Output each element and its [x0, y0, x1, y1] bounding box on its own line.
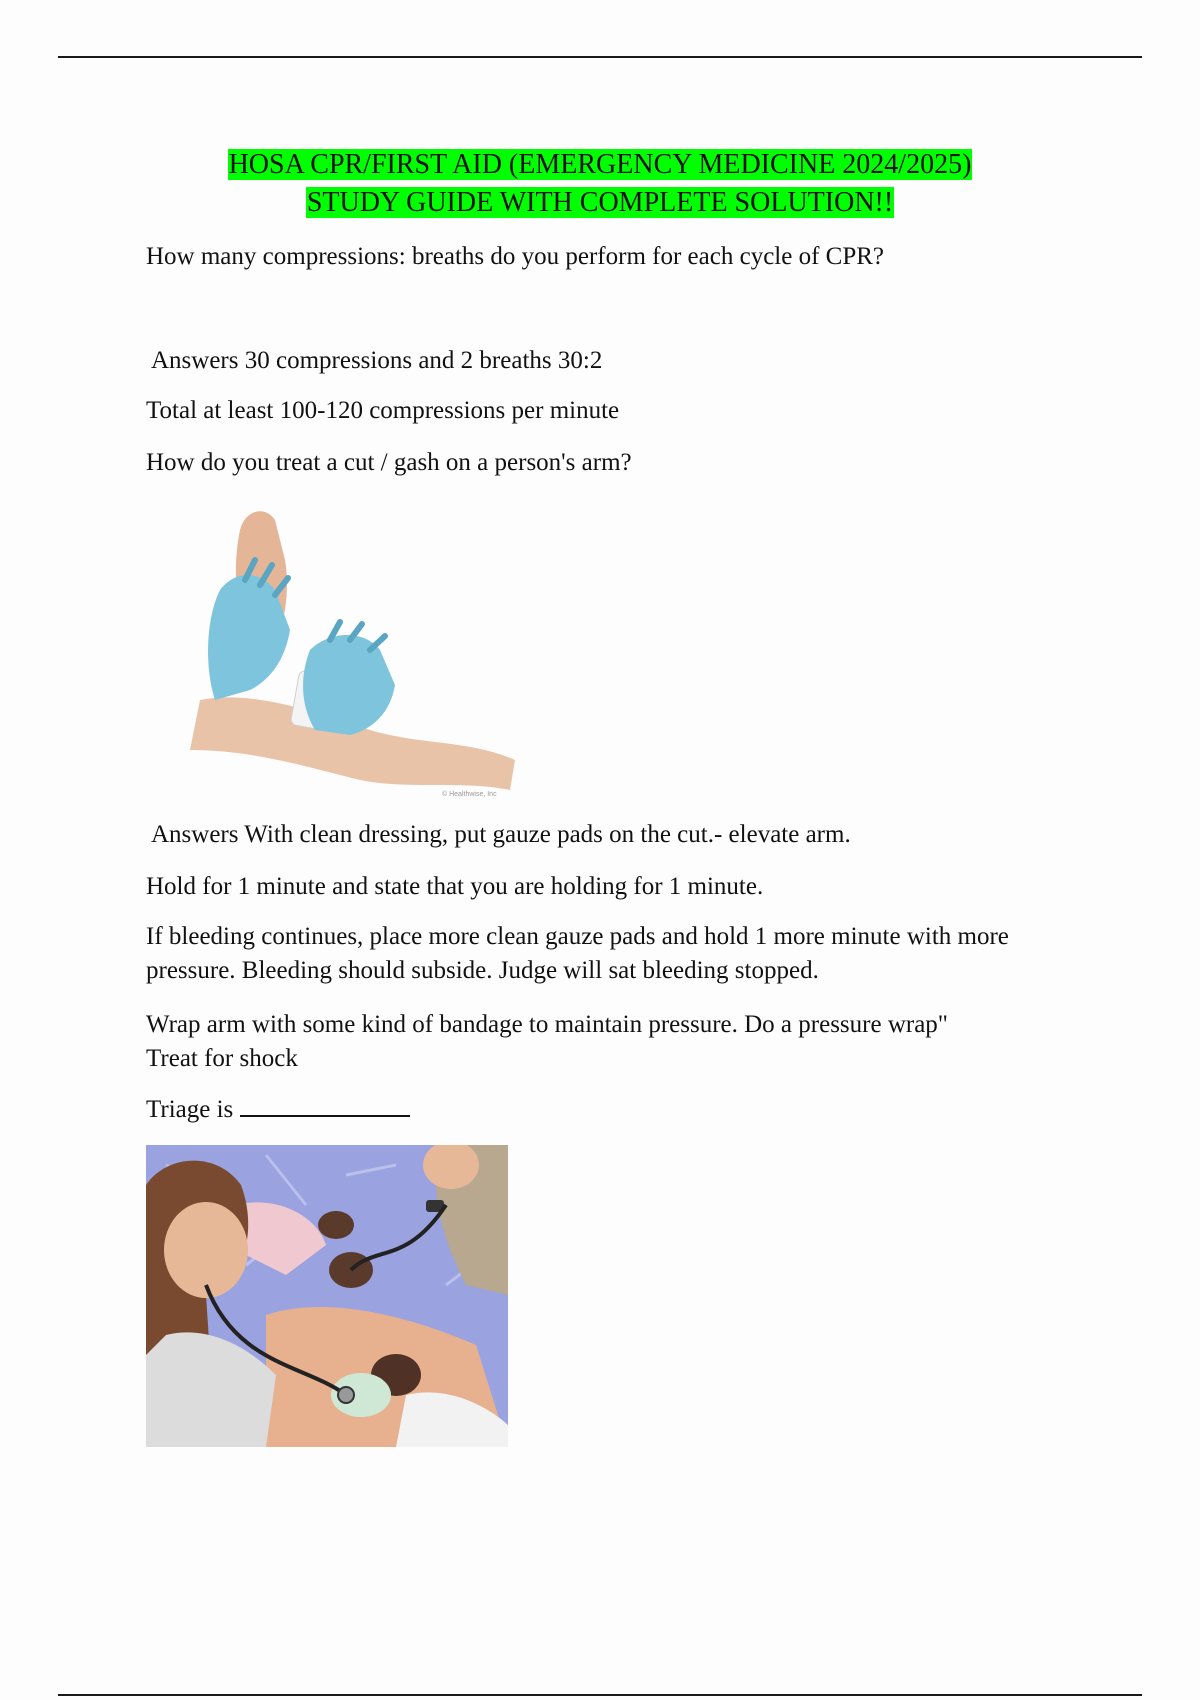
answer-blank — [240, 1093, 410, 1117]
step-pressure-wrap — [146, 1008, 1076, 1076]
title-line-2: STUDY GUIDE WITH COMPLETE SOLUTION!! — [306, 187, 894, 218]
top-rule — [58, 56, 1142, 58]
gloved-hands-pressure-illustration — [190, 500, 520, 800]
answer-cpr-cycle: Answers 30 compressions and 2 breaths 30:2 — [151, 347, 603, 374]
answer-arm-cut: Answers With clean dressing, put gauze pads on the cut.- elevate arm. — [151, 821, 851, 848]
question-triage — [146, 1093, 1076, 1127]
title-line-1: HOSA CPR/FIRST AID (EMERGENCY MEDICINE 2024/2025) — [228, 149, 972, 180]
step-pressure-wrap-line-1: Wrap arm with some kind of bandage to maintain pressure. Do a pressure wrap" — [146, 1011, 949, 1038]
note-compression-rate: Total at least 100-120 compressions per minute — [146, 397, 620, 424]
document-title — [0, 146, 1200, 222]
step-treat-shock: Treat for shock — [146, 1045, 298, 1072]
step-more-gauze: If bleeding continues, place more clean gauze pads and hold 1 more minute with more pressure. Bleeding should subside. Judge will sat bleeding stopped. — [146, 923, 1009, 984]
question-cpr-cycle: How many compressions: breaths do you perform for each cycle of CPR? — [146, 243, 885, 270]
question-triage-text: Triage is — [146, 1096, 234, 1123]
image-credit: © Healthwise, Inc — [442, 791, 497, 798]
question-arm-cut: How do you treat a cut / gash on a person's arm? — [146, 449, 632, 476]
triage-photo — [146, 1145, 508, 1447]
bottom-rule — [58, 1694, 1142, 1696]
step-hold-one-minute: Hold for 1 minute and state that you are holding for 1 minute. — [146, 873, 764, 900]
